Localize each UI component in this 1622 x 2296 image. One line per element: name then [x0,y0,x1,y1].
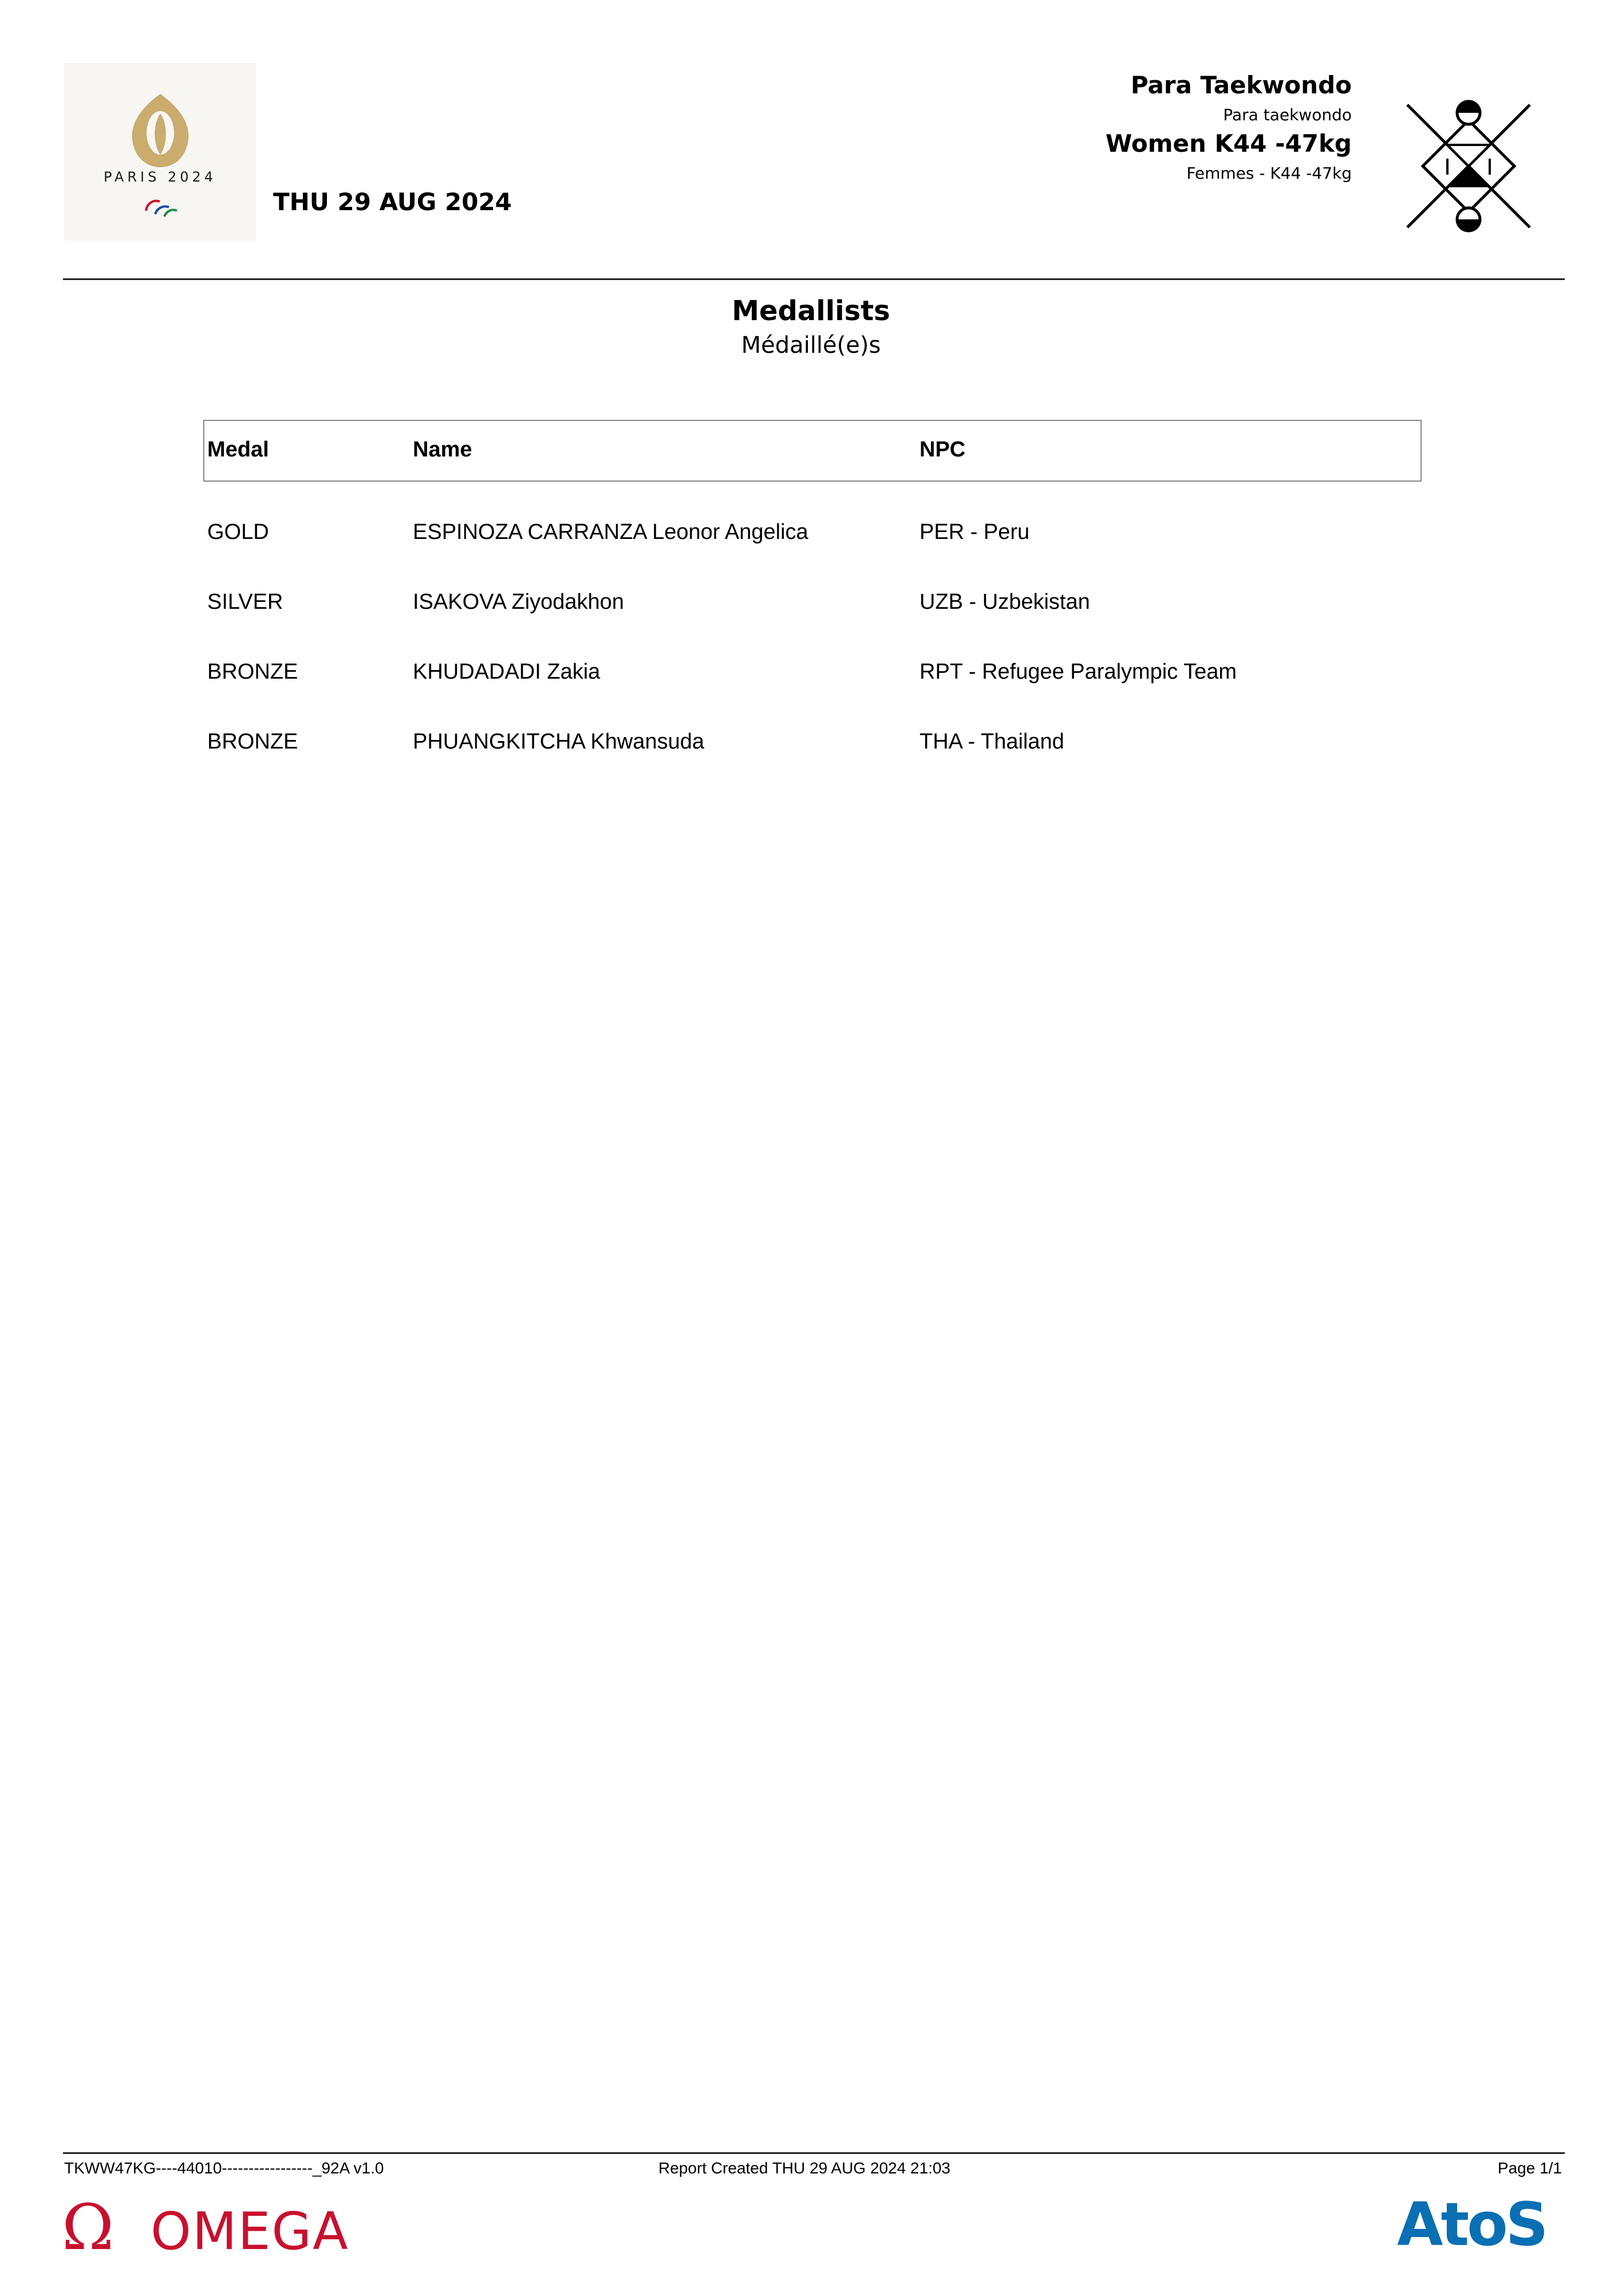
atos-logo [1397,2192,1566,2255]
flame-icon [126,93,195,168]
omega-symbol-icon: Ω [62,2196,115,2259]
event-title: Women K44 -47kg [1106,129,1352,157]
report-code: TKWW47KG----44010-----------------_92A v1.0 [64,2159,384,2177]
report-created: Report Created THU 29 AUG 2024 21:03 [658,2159,951,2177]
name-cell: ESPINOZA CARRANZA Leonor Angelica [413,520,808,544]
omega-logo [62,2196,397,2259]
column-header-medal: Medal [207,438,269,462]
page-title: Medallists [732,295,890,327]
npc-cell: RPT - Refugee Paralympic Team [919,660,1237,684]
atos-wordmark: AtoS [1397,2192,1546,2255]
medal-cell: BRONZE [207,660,298,684]
column-header-npc: NPC [919,438,966,462]
agitos-icon [143,196,179,219]
medal-cell: SILVER [207,590,283,614]
page-subtitle: Médaillé(e)s [741,332,881,359]
header-divider [63,278,1565,280]
medal-cell: BRONZE [207,730,298,754]
name-cell: ISAKOVA Ziyodakhon [413,590,624,614]
taekwondo-pictogram-icon [1397,94,1540,238]
sport-title-fr: Para taekwondo [1223,105,1352,124]
table-header [203,420,1422,482]
event-title-fr: Femmes - K44 -47kg [1186,164,1352,183]
medal-cell: GOLD [207,520,269,544]
name-cell: PHUANGKITCHA Khwansuda [413,730,704,754]
report-date: THU 29 AUG 2024 [273,188,512,216]
npc-cell: UZB - Uzbekistan [919,590,1090,614]
sport-title: Para Taekwondo [1130,71,1352,99]
npc-cell: THA - Thailand [919,730,1064,754]
footer-divider [63,2152,1565,2154]
column-header-name: Name [413,438,472,462]
paris-2024-logo [64,63,256,241]
logo-wordmark: PARIS 2024 [103,169,217,185]
name-cell: KHUDADADI Zakia [413,660,601,684]
page-number: Page 1/1 [1497,2159,1562,2177]
npc-cell: PER - Peru [919,520,1030,544]
omega-wordmark: OMEGA [151,2202,349,2259]
